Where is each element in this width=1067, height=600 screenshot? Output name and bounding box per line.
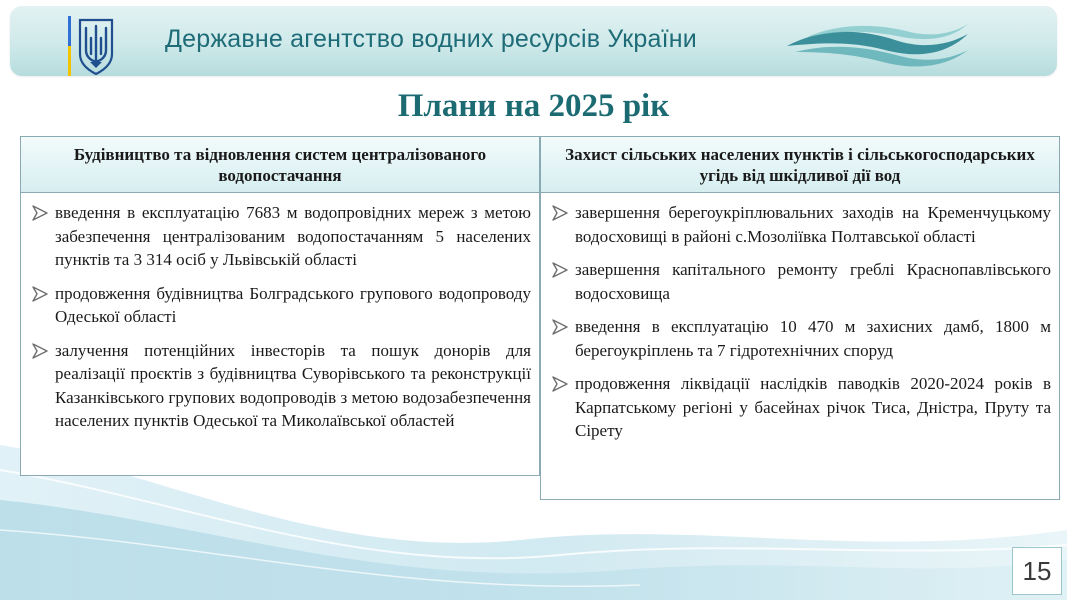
list-item <box>551 201 1051 248</box>
agency-title: Державне агентство водних ресурсів України <box>165 25 697 53</box>
arrow-bullet-icon <box>551 318 571 336</box>
list-item-text: продовження будівництва Болградського групового водопроводу Одеської області <box>55 283 531 326</box>
water-waves-logo-icon <box>785 16 970 71</box>
right-panel-heading-text: Захист сільських населених пунктів і сільськогосподарських угідь від шкідливої дії вод <box>565 144 1035 185</box>
list-item <box>551 258 1051 305</box>
list-item <box>31 201 531 272</box>
right-panel <box>540 136 1060 500</box>
right-panel-heading <box>541 137 1059 193</box>
arrow-bullet-icon <box>551 204 571 222</box>
arrow-bullet-icon <box>31 204 51 222</box>
list-item-text: завершення капітального ремонту греблі Краснопавлівського водосховища <box>575 260 1051 303</box>
list-item <box>551 372 1051 443</box>
page-title: Плани на 2025 рік <box>397 88 670 124</box>
list-item-text: продовження ліквідації наслідків паводків 2020-2024 років в Карпатському регіоні у басейнах річок Тиса, Дністра, Пруту та Сірету <box>575 374 1051 440</box>
right-panel-list <box>541 193 1059 443</box>
left-panel-list <box>21 193 539 433</box>
list-item-text: введення в експлуатацію 10 470 м захисних дамб, 1800 м берегоукріплень та 7 гідротехнічних споруд <box>575 317 1051 360</box>
page-number: 15 <box>1012 547 1062 595</box>
list-item-text: завершення берегоукріплювальних заходів на Кременчуцькому водосховищі в районі с.Мозоліївка Полтавської області <box>575 203 1051 246</box>
left-panel-heading <box>21 137 539 193</box>
list-item <box>31 339 531 433</box>
left-panel-heading-text: Будівництво та відновлення систем централізованого водопостачання <box>73 144 487 185</box>
list-item-text: залучення потенційних інвесторів та пошук донорів для реалізації проєктів з будівництва Суворівського та реконструкції Казанківського групових водопроводів з метою водозабезпечення населених пунктів Одеської та Миколаївської областей <box>55 340 531 430</box>
arrow-bullet-icon <box>551 375 571 393</box>
left-panel <box>20 136 540 476</box>
list-item <box>551 315 1051 362</box>
list-item <box>31 282 531 329</box>
trident-coat-of-arms-icon <box>68 16 128 76</box>
arrow-bullet-icon <box>31 342 51 360</box>
list-item-text: введення в експлуатацію 7683 м водопровідних мереж з метою забезпечення централізованим водопостачанням 5 населених пунктів та 3 314 осіб у Львівській області <box>55 203 531 269</box>
header-banner <box>10 6 1057 76</box>
arrow-bullet-icon <box>551 261 571 279</box>
arrow-bullet-icon <box>31 285 51 303</box>
